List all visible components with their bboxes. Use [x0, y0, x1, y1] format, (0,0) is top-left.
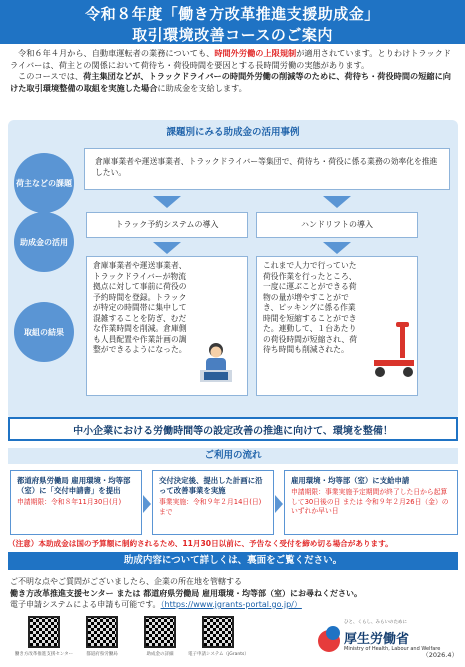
qr-code-icon[interactable]: [86, 616, 118, 648]
ministry-logo-mark: [326, 626, 340, 640]
arrow-down-icon: [323, 196, 351, 208]
issue-box: 倉庫事業者や運送事業者、トラックドライバー等集団で、荷待ち・荷役に係る業務の効率化を推進したい。: [84, 148, 450, 190]
cases-title: 課題別にみる助成金の活用事例: [166, 127, 300, 138]
arrow-down-icon: [323, 242, 351, 254]
step-1-deadline: 申請期限：令和８年11月30日(月): [17, 498, 122, 506]
intro-paragraph-2: [10, 71, 458, 94]
page-title: 令和８年度「働き方改革推進支援助成金」: [85, 5, 380, 23]
ministry-name-en: Ministry of Health, Labour and Welfare: [344, 646, 441, 652]
step-2-main: 交付決定後、提出した計画に沿って改善事業を実施: [159, 476, 263, 495]
intro-text-c: このコースでは、: [18, 71, 84, 81]
intro-text-a: 令和６年４月から、自動車運転者の業務についても、: [18, 48, 215, 58]
qr-label-4: 電子申請システム（jGrants）: [188, 652, 249, 657]
label-issue: 荷主などの課題: [14, 153, 74, 213]
intro-paragraph-1: [10, 48, 458, 71]
intro-bold: 荷主集団などが、トラックドライバーの時間外労働の削減等のために、荷待ち・荷役時間の短縮に向けた取引環境整備の取組を実施した場合: [10, 71, 451, 93]
budget-note: （注意）本助成金は国の予算額に制約されるため、11月30日以前に、予告なく受付を締め切る場合があります。: [8, 539, 393, 548]
flow-title: ご利用の流れ: [8, 448, 458, 464]
label-result: 取組の結果: [14, 302, 74, 362]
intro-text-b: が適用されています。とりわけトラックドライバーは、荷主との関係において荷待ち・荷役時間を要因とする長時間労働の実態があります。: [10, 48, 451, 70]
chevron-right-icon: [143, 495, 151, 513]
step-3-deadline: 申請期限：事業実施予定期間が終了した日から起算して30日後の日 または 令和９年２月26日（金）のいずれか早い日: [291, 488, 449, 515]
ministry-tagline: ひと、くらし、みらいのために: [344, 620, 407, 625]
step-2-deadline: 事業実施：令和９年２月14日(日)まで: [159, 498, 262, 516]
qr-label-1: 働き方改革推進支援センター: [14, 652, 74, 657]
contact-line-1: ご不明な点やご質問がございましたら、企業の所在地を管轄する: [10, 577, 242, 586]
label-use: 助成金の活用: [14, 212, 74, 272]
flow-step-1: [10, 470, 142, 535]
ministry-logo-block: [318, 624, 458, 664]
qr-code-icon[interactable]: [28, 616, 60, 648]
handlift-illustration: [370, 320, 418, 380]
contact-line-3: [10, 599, 460, 611]
ministry-name: 厚生労働省: [344, 632, 410, 647]
step-3-main: 雇用環境・均等部（室）に支給申請: [291, 476, 410, 485]
result-box-2: これまで人力で行っていた荷役作業を行ったところ、一度に運ぶことができる荷物の量が増やすことができ、ピッキングに係る作業時間を短縮することができた。連動して、１台あたりの荷役時間が短縮され、荷待ち時間も削減された。: [256, 256, 418, 396]
contact-line-2: 働き方改革推進支援センター または 都道府県労働局 雇用環境・均等部（室）にお尋ねください。: [10, 588, 363, 598]
step-1-main: 都道府県労働局 雇用環境・均等部（室）に「交付申請書」を提出: [17, 476, 131, 495]
intro-highlight: 時間外労働の上限規制: [214, 48, 297, 58]
contact-line-3-text: 電子申請システムによる申請も可能です。: [10, 600, 161, 609]
goal-banner: 中小企業における労働時間等の設定改善の推進に向けて、環境を整備！: [8, 417, 458, 441]
qr-code-icon[interactable]: [202, 616, 234, 648]
flow-step-3: [284, 470, 458, 535]
worker-illustration: [196, 340, 236, 386]
issue-date: （2026.4）: [422, 651, 458, 659]
chevron-right-icon: [275, 495, 283, 513]
result-box-1: 倉庫事業者や運送事業者、トラックドライバーが物流拠点に対して事前に荷役の予約時間を登録。トラックが特定の時間帯に集中して混雑することを防ぎ、むだな作業時間を削減。倉庫側も人員配置や作業計画の調整ができるようになった。: [86, 256, 248, 396]
intro-text-d: に助成金を支給します。: [157, 82, 247, 93]
arrow-down-icon: [153, 196, 181, 208]
jgrants-link[interactable]: （https://www.jgrants-portal.go.jp/）: [160, 600, 302, 609]
qr-code-icon[interactable]: [144, 616, 176, 648]
use-case-reservation: トラック予約システムの導入: [86, 212, 248, 238]
qr-label-3: 助成金の詳細: [146, 652, 174, 657]
details-banner: 助成内容について詳しくは、裏面をご覧ください。: [8, 552, 458, 570]
flow-step-2: [152, 470, 274, 535]
qr-label-2: 都道府県労働局: [86, 652, 118, 657]
use-case-handlift: ハンドリフトの導入: [256, 212, 418, 238]
intro-text: [10, 48, 458, 94]
header-banner: [0, 0, 465, 44]
contact-info: [10, 576, 460, 611]
arrow-down-icon: [153, 242, 181, 254]
page-subtitle: 取引環境改善コースのご案内: [132, 26, 333, 44]
